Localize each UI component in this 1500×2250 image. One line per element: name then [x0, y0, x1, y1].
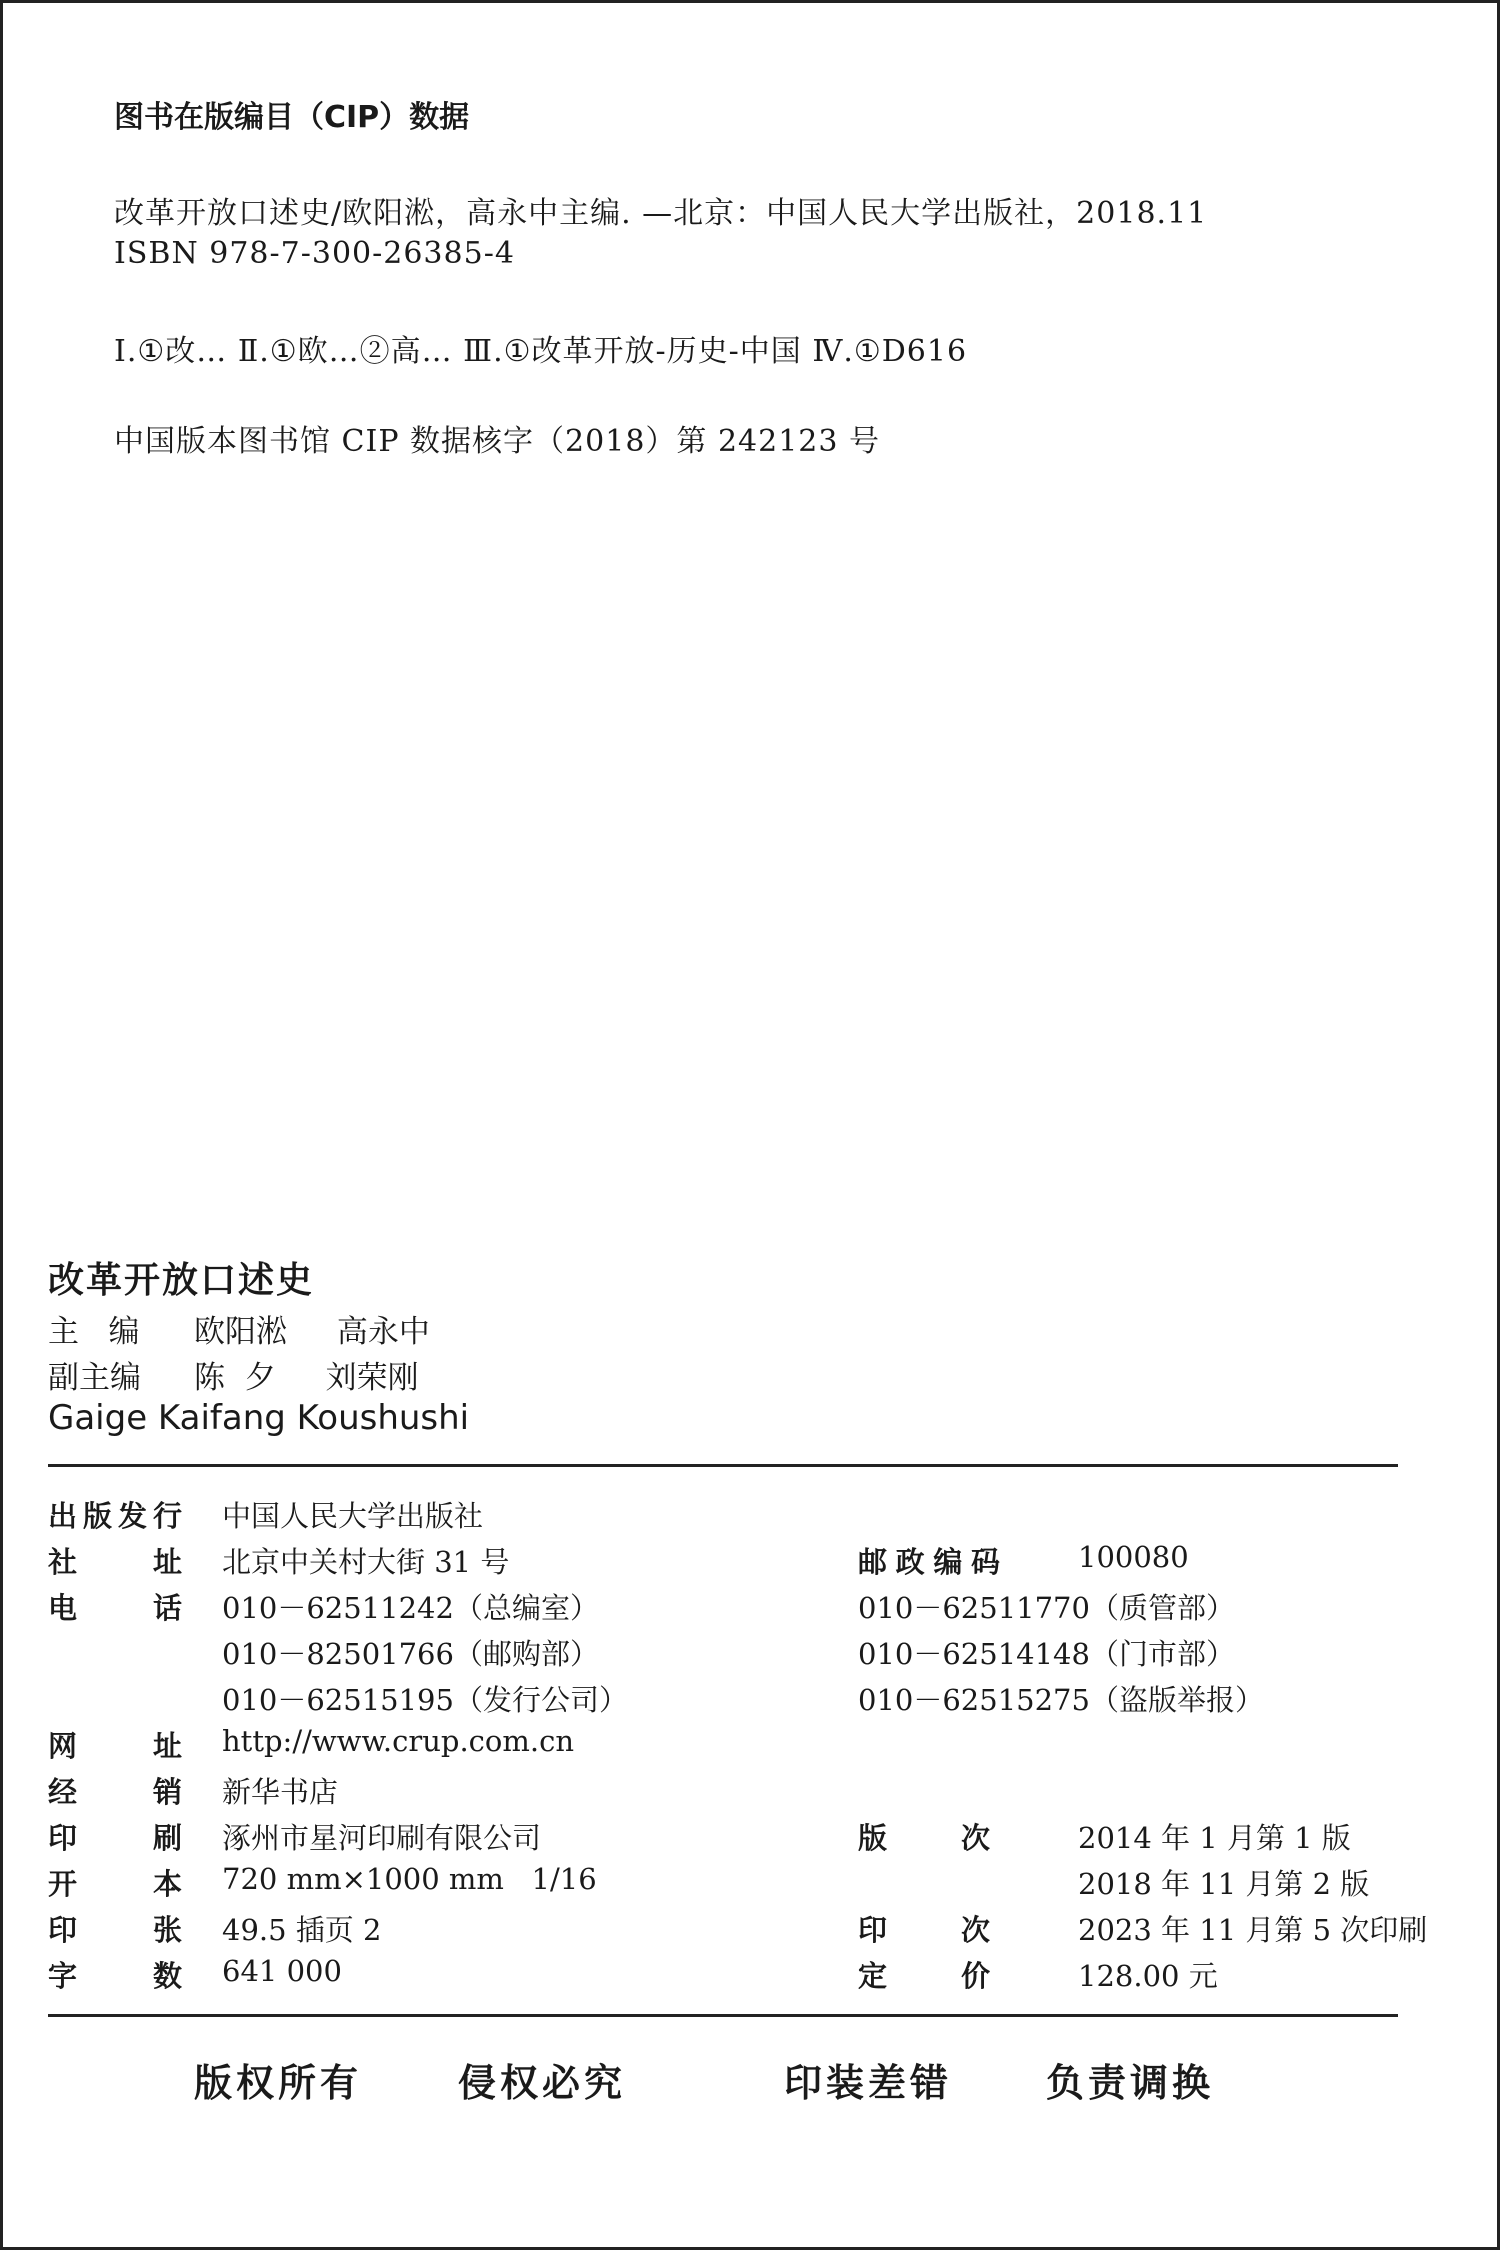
imprint-row-words [48, 1954, 1398, 2000]
format-value: 720 mm×1000 mm 1/16 [222, 1862, 597, 1896]
book-title: 改革开放口述史 [48, 1260, 315, 1301]
price-label: 定 价 [858, 1959, 990, 1993]
words-value: 641 000 [222, 1954, 342, 1988]
address-value: 北京中关村大街 31 号 [222, 1545, 510, 1579]
publisher-label: 出 版 发 行 [48, 1499, 182, 1533]
phone-value: 010－82501766（邮购部） [222, 1637, 599, 1671]
edition-value: 2014 年 1 月第 1 版 [1078, 1821, 1351, 1855]
cip-title-line: 改革开放口述史/欧阳淞，高永中主编. —北京：中国人民大学出版社，2018.11 [114, 196, 1208, 231]
publisher-value: 中国人民大学出版社 [222, 1499, 484, 1533]
imprint-row-address [48, 1540, 1398, 1586]
phone-value: 010－62515275（盗版举报） [858, 1683, 1264, 1717]
phone-label: 电 话 [48, 1591, 182, 1625]
edition-value: 2018 年 11 月第 2 版 [1078, 1867, 1370, 1901]
imprint-row-phone [48, 1678, 1398, 1724]
divider-top [48, 1464, 1398, 1467]
price-value: 128.00 元 [1078, 1959, 1218, 1993]
imprint-row-printer [48, 1816, 1398, 1862]
cip-isbn: ISBN 978-7-300-26385-4 [114, 236, 515, 271]
phone-value: 010－62511770（质管部） [858, 1591, 1235, 1625]
address-label: 社 址 [48, 1545, 182, 1579]
impression-label: 印 次 [858, 1913, 990, 1947]
chief-editors [48, 1306, 470, 1351]
printer-label: 印 刷 [48, 1821, 182, 1855]
pinyin-title: Gaige Kaifang Koushushi [48, 1398, 470, 1438]
imprint-row-distributor [48, 1770, 1398, 1816]
imprint-row-phone [48, 1586, 1398, 1632]
postcode-value: 100080 [1078, 1540, 1189, 1574]
notice-phrase: 负责调换 [1046, 2060, 1215, 2105]
cip-record-number: 中国版本图书馆 CIP 数据核字（2018）第 242123 号 [114, 424, 881, 459]
printer-value: 涿州市星河印刷有限公司 [222, 1821, 542, 1855]
phone-value: 010－62514148（门市部） [858, 1637, 1235, 1671]
phone-value: 010－62511242（总编室） [222, 1591, 599, 1625]
imprint-row-phone [48, 1632, 1398, 1678]
postcode-label: 邮 政 编 码 [858, 1545, 1000, 1579]
cip-classification: Ⅰ.①改… Ⅱ.①欧…②高… Ⅲ.①改革开放-历史-中国 Ⅳ.①D616 [114, 334, 968, 369]
deputy-editor-label: 副主编 [48, 1360, 141, 1396]
deputy-editor-name: 陈 夕 [194, 1360, 276, 1396]
imprint-row-publisher [48, 1494, 1398, 1540]
format-label: 开 本 [48, 1867, 182, 1901]
edition-label: 版 次 [858, 1821, 990, 1855]
distributor-label: 经 销 [48, 1775, 182, 1809]
divider-bottom [48, 2014, 1398, 2017]
website-label: 网 址 [48, 1729, 182, 1763]
phone-value: 010－62515195（发行公司） [222, 1683, 628, 1717]
cip-heading: 图书在版编目（CIP）数据 [114, 100, 470, 135]
imprint-row-sheets [48, 1908, 1428, 1954]
website-value: http://www.crup.com.cn [222, 1724, 575, 1758]
notice-phrase: 版权所有 [194, 2060, 363, 2105]
impression-value: 2023 年 11 月第 5 次印刷 [1078, 1913, 1428, 1947]
chief-editor-label: 主 编 [48, 1314, 140, 1350]
sheets-label: 印 张 [48, 1913, 182, 1947]
sheets-value: 49.5 插页 2 [222, 1913, 382, 1947]
deputy-editors [48, 1352, 459, 1397]
imprint-row-website [48, 1724, 1398, 1770]
distributor-value: 新华书店 [222, 1775, 339, 1809]
deputy-editor-name: 刘荣刚 [325, 1360, 419, 1396]
notice-phrase: 侵权必究 [458, 2060, 627, 2105]
words-label: 字 数 [48, 1959, 182, 1993]
chief-editor-name: 高永中 [336, 1314, 430, 1350]
imprint-row-format [48, 1862, 1398, 1908]
chief-editor-name: 欧阳淞 [194, 1314, 287, 1350]
notice-phrase: 印装差错 [784, 2060, 953, 2105]
